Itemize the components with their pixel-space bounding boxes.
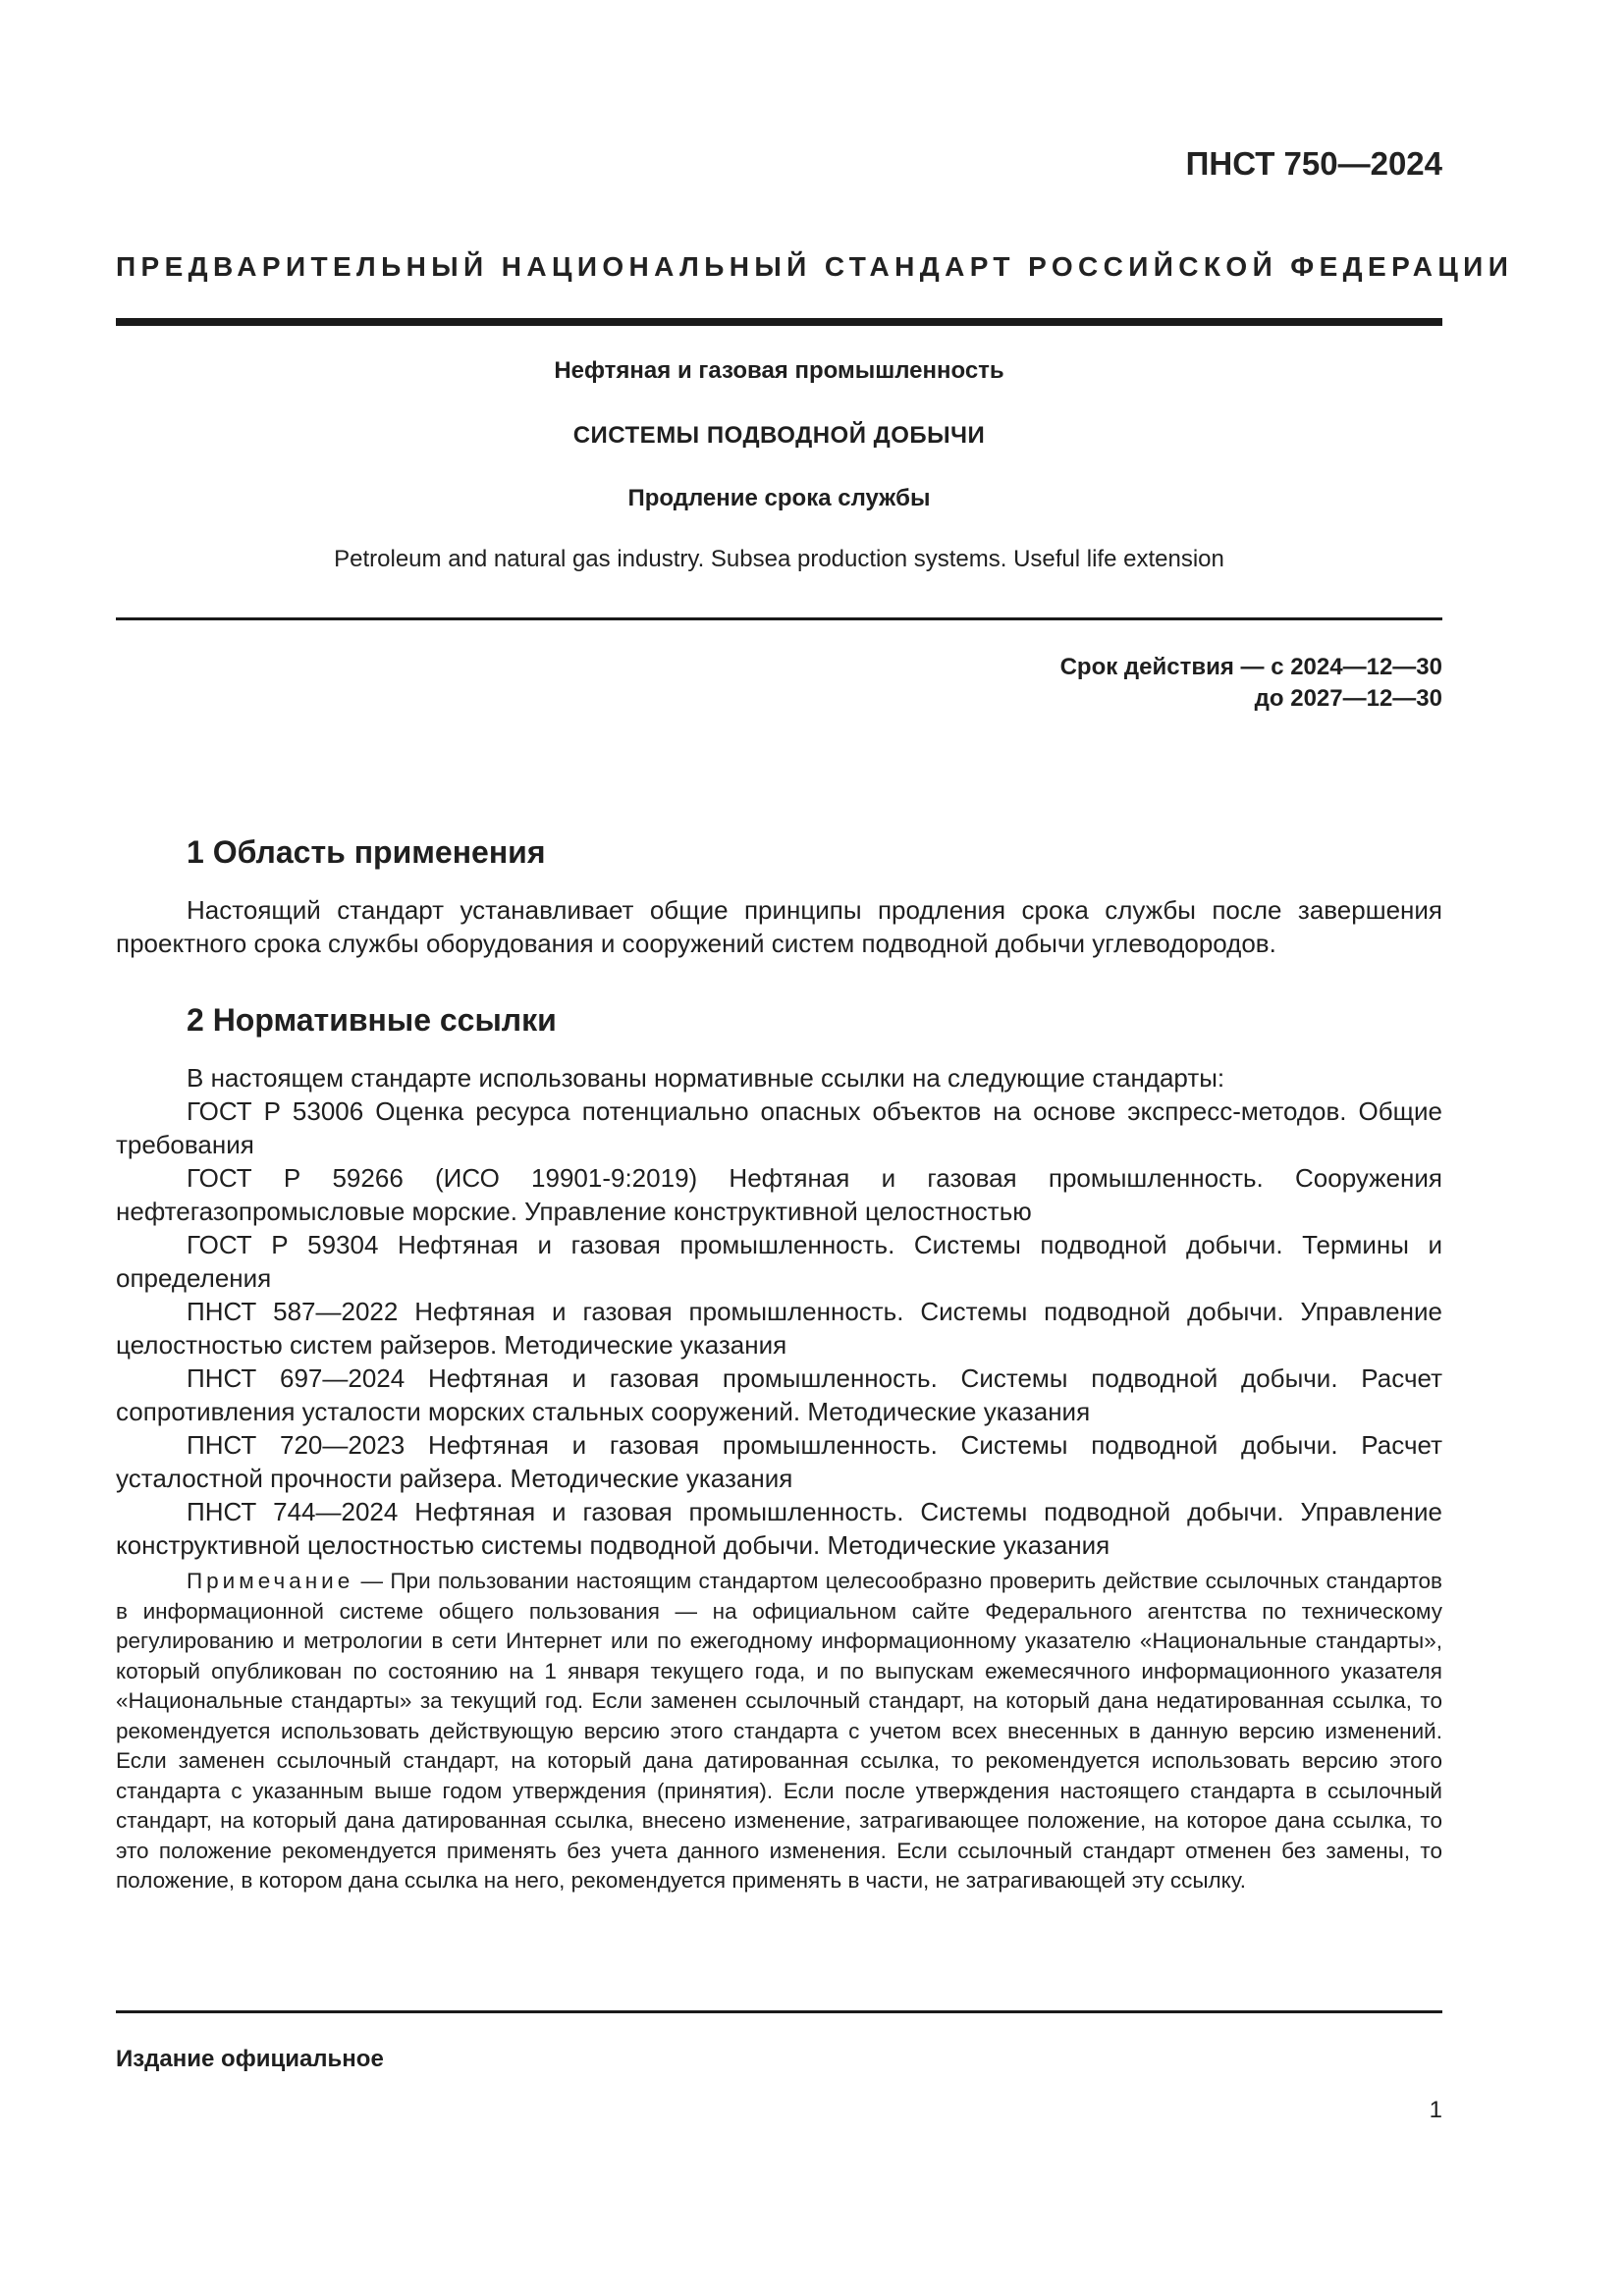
page-number: 1 xyxy=(1429,2097,1442,2123)
reference-item: ПНСТ 720—2023 Нефтяная и газовая промышленность. Системы подводной добычи. Расчет усталостной прочности райзера. Методические указания xyxy=(116,1430,1442,1493)
reference-item: ПНСТ 587—2022 Нефтяная и газовая промышленность. Системы подводной добычи. Управление целостностью систем райзеров. Методические указания xyxy=(116,1297,1442,1360)
references-note xyxy=(116,1567,1442,1896)
document-number: ПНСТ 750—2024 xyxy=(1185,145,1442,182)
reference-item: ПНСТ 697—2024 Нефтяная и газовая промышленность. Системы подводной добычи. Расчет сопротивления усталости морских стальных сооружений. Методические указания xyxy=(116,1363,1442,1426)
validity-start: Срок действия — с 2024—12—30 xyxy=(1059,654,1442,680)
note-label: Примечание xyxy=(187,1569,354,1593)
note-text: — При пользовании настоящим стандартом целесообразно проверить действие ссылочных стандартов в информационной системе общего пользования — на официальном сайте Федерального агентства по техническому регулированию и метрологии в сети Интернет или по ежегодному информационному указателю «Национальные стандарты», который опубликован по состоянию на 1 января текущего года, и по выпускам ежемесячного информационного указателя «Национальные стандарты» за текущий год. Если заменен ссылочный стандарт, на который дана недатированная ссылка, то рекомендуется использовать действующую версию этого стандарта с учетом всех внесенных в данную версию изменений. Если заменен ссылочный стандарт, на который дана датированная ссылка, то рекомендуется использовать версию этого стандарта с указанным выше годом утверждения (принятия). Если после утверждения настоящего стандарта в ссылочный стандарт, на который дана датированная ссылка, внесено изменение, затрагивающее положение, на которое дана ссылка, то это положение рекомендуется применять без учета данного изменения. Если ссылочный стандарт отменен без замены, то положение, в котором дана ссылка на него, рекомендуется применять в части, не затрагивающей эту ссылку. xyxy=(116,1569,1442,1893)
reference-item: ГОСТ Р 59266 (ИСО 19901-9:2019) Нефтяная и газовая промышленность. Сооружения нефтегазопромысловые морские. Управление конструктивной целостностью xyxy=(116,1163,1442,1226)
title-industry: Нефтяная и газовая промышленность xyxy=(554,357,1004,384)
document-type-heading: ПРЕДВАРИТЕЛЬНЫЙ НАЦИОНАЛЬНЫЙ СТАНДАРТ РОССИЙСКОЙ ФЕДЕРАЦИИ xyxy=(116,251,1514,282)
section-1-heading: 1 Область применения xyxy=(187,834,546,870)
title-divider xyxy=(116,617,1442,620)
section-1-body xyxy=(116,893,1442,960)
top-divider-thick xyxy=(116,318,1442,326)
validity-end: до 2027—12—30 xyxy=(1254,685,1442,712)
reference-item: ПНСТ 744—2024 Нефтяная и газовая промышленность. Системы подводной добычи. Управление конструктивной целостностью системы подводной добычи. Методические указания xyxy=(116,1497,1442,1560)
validity-period xyxy=(1060,652,1442,715)
reference-item: ГОСТ Р 59304 Нефтяная и газовая промышленность. Системы подводной добычи. Термины и определения xyxy=(116,1230,1442,1293)
edition-label: Издание официальное xyxy=(116,2046,384,2072)
references-intro: В настоящем стандарте использованы нормативные ссылки на следующие стандарты: xyxy=(187,1063,1225,1093)
section-1-text: Настоящий стандарт устанавливает общие принципы продления срока службы после завершения проектного срока службы оборудования и сооружений систем подводной добычи углеводородов. xyxy=(116,895,1442,958)
section-2-heading: 2 Нормативные ссылки xyxy=(187,1002,557,1038)
footer-divider xyxy=(116,2010,1442,2013)
title-main: СИСТЕМЫ ПОДВОДНОЙ ДОБЫЧИ xyxy=(572,422,986,449)
section-2-body xyxy=(116,1061,1442,1562)
title-subtitle: Продление срока службы xyxy=(627,485,931,511)
title-english: Petroleum and natural gas industry. Subsea production systems. Useful life extension xyxy=(334,546,1224,572)
reference-item: ГОСТ Р 53006 Оценка ресурса потенциально опасных объектов на основе экспресс-методов. Общие требования xyxy=(116,1096,1442,1159)
